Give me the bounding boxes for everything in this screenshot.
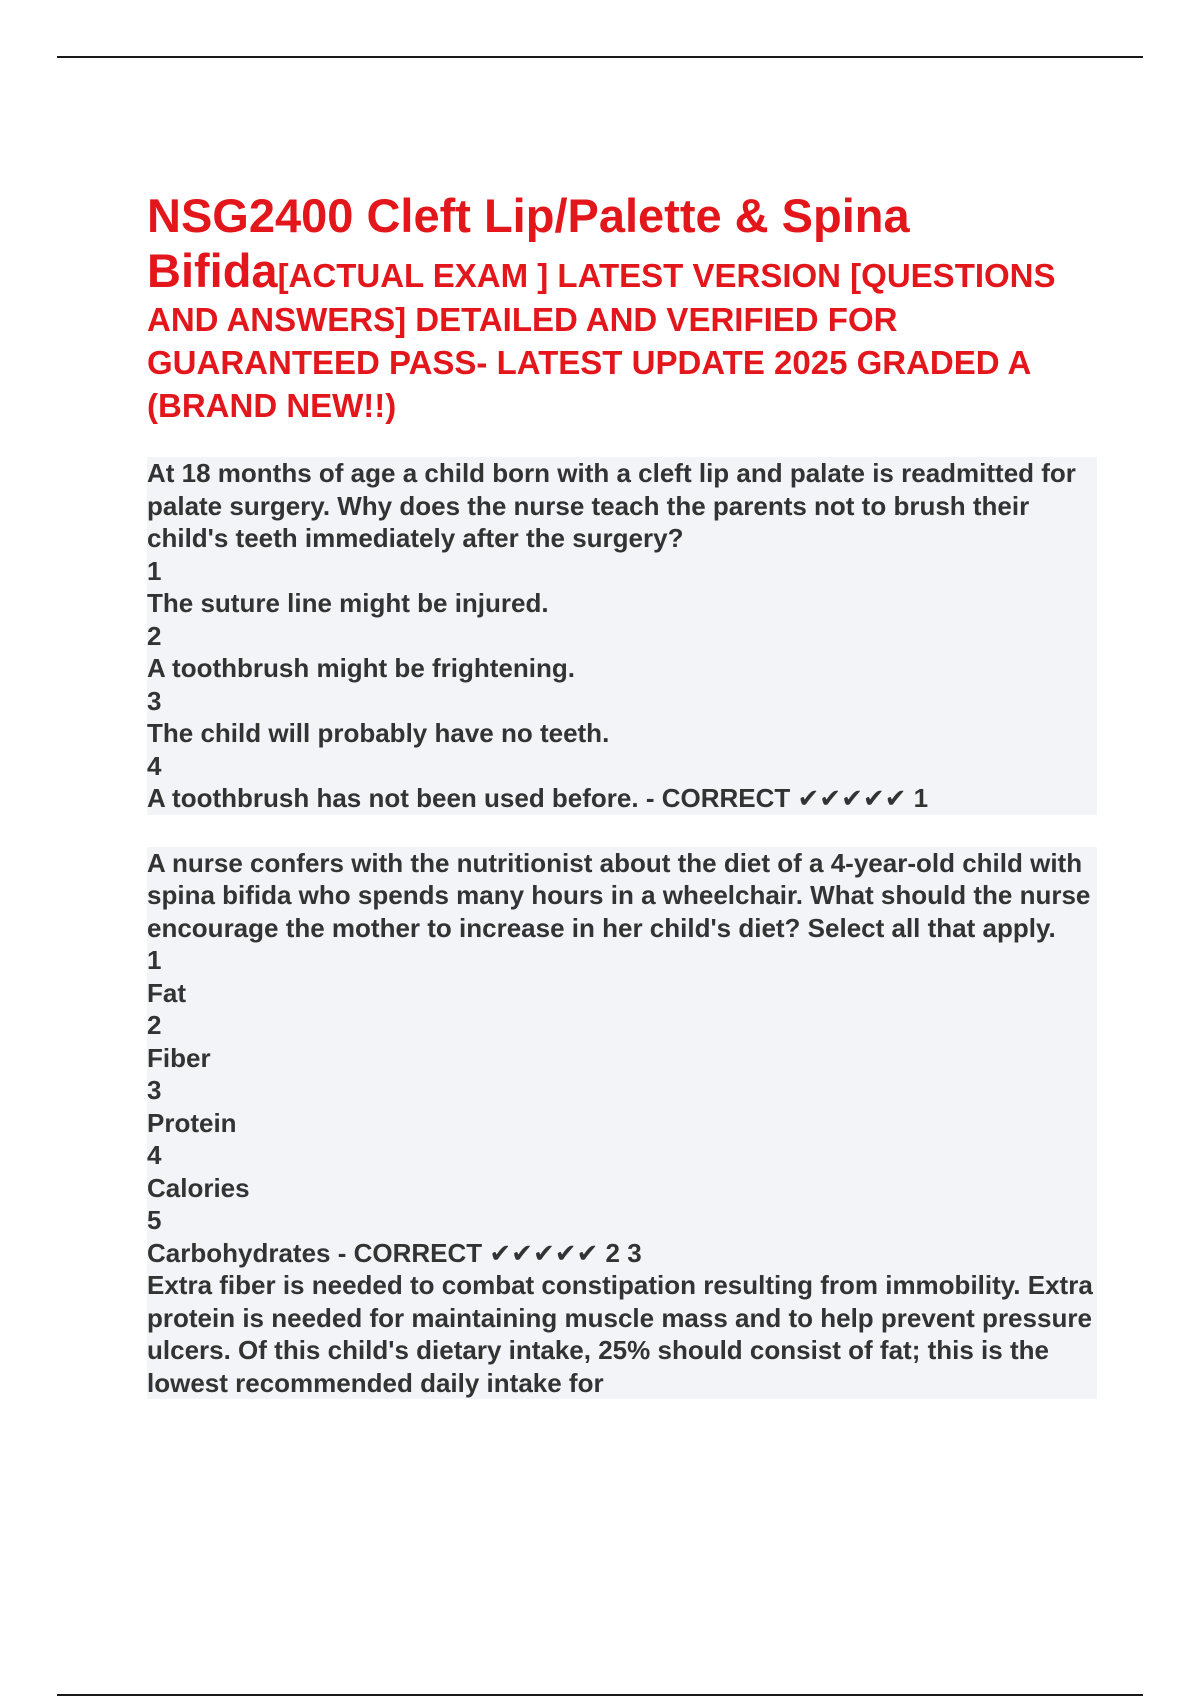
option-number: 3 [147, 685, 1097, 718]
option-text: The suture line might be injured. [147, 587, 1097, 620]
footer-rule [57, 1694, 1143, 1696]
option-number: 2 [147, 1009, 1097, 1042]
question-1 [147, 457, 1097, 815]
option-number: 3 [147, 1074, 1097, 1107]
header-rule [57, 56, 1143, 58]
option-number: 1 [147, 555, 1097, 588]
option-number: 2 [147, 620, 1097, 653]
question-separator [147, 815, 1097, 847]
question-2 [147, 847, 1097, 1400]
option-text: The child will probably have no teeth. [147, 717, 1097, 750]
answer-line: Carbohydrates - CORRECT ✔✔✔✔✔ 2 3 [147, 1237, 1097, 1270]
option-text: A toothbrush might be frightening. [147, 652, 1097, 685]
document-title [147, 188, 1097, 427]
option-number: 5 [147, 1204, 1097, 1237]
option-number: 4 [147, 750, 1097, 783]
document-body [147, 188, 1097, 1399]
option-number: 1 [147, 944, 1097, 977]
question-stem: A nurse confers with the nutritionist about the diet of a 4-year-old child with spina bifida who spends many hours in a wheelchair. What should the nurse encourage the mother to increase in her child's diet? Select all that apply. [147, 847, 1097, 945]
option-text: Calories [147, 1172, 1097, 1205]
answer-rationale: Extra fiber is needed to combat constipation resulting from immobility. Extra protein is needed for maintaining muscle mass and to help prevent pressure ulcers. Of this child's dietary intake, 25% should consist of fat; this is the lowest recommended daily intake for [147, 1269, 1097, 1399]
option-text: Fat [147, 977, 1097, 1010]
option-number: 4 [147, 1139, 1097, 1172]
option-text: Protein [147, 1107, 1097, 1140]
title-main: NSG2400 Cleft Lip/Palette & Spina Bifida [147, 189, 910, 297]
title-subtitle: [ACTUAL EXAM ] LATEST VERSION [QUESTIONS AND ANSWERS] DETAILED AND VERIFIED FOR GUARANTEED PASS- LATEST UPDATE 2025 GRADED A (BRAND NEW!!) [147, 257, 1056, 424]
answer-line: A toothbrush has not been used before. - CORRECT ✔✔✔✔✔ 1 [147, 782, 1097, 815]
option-text: Fiber [147, 1042, 1097, 1075]
question-stem: At 18 months of age a child born with a cleft lip and palate is readmitted for palate surgery. Why does the nurse teach the parents not to brush their child's teeth immediately after the surgery? [147, 457, 1097, 555]
